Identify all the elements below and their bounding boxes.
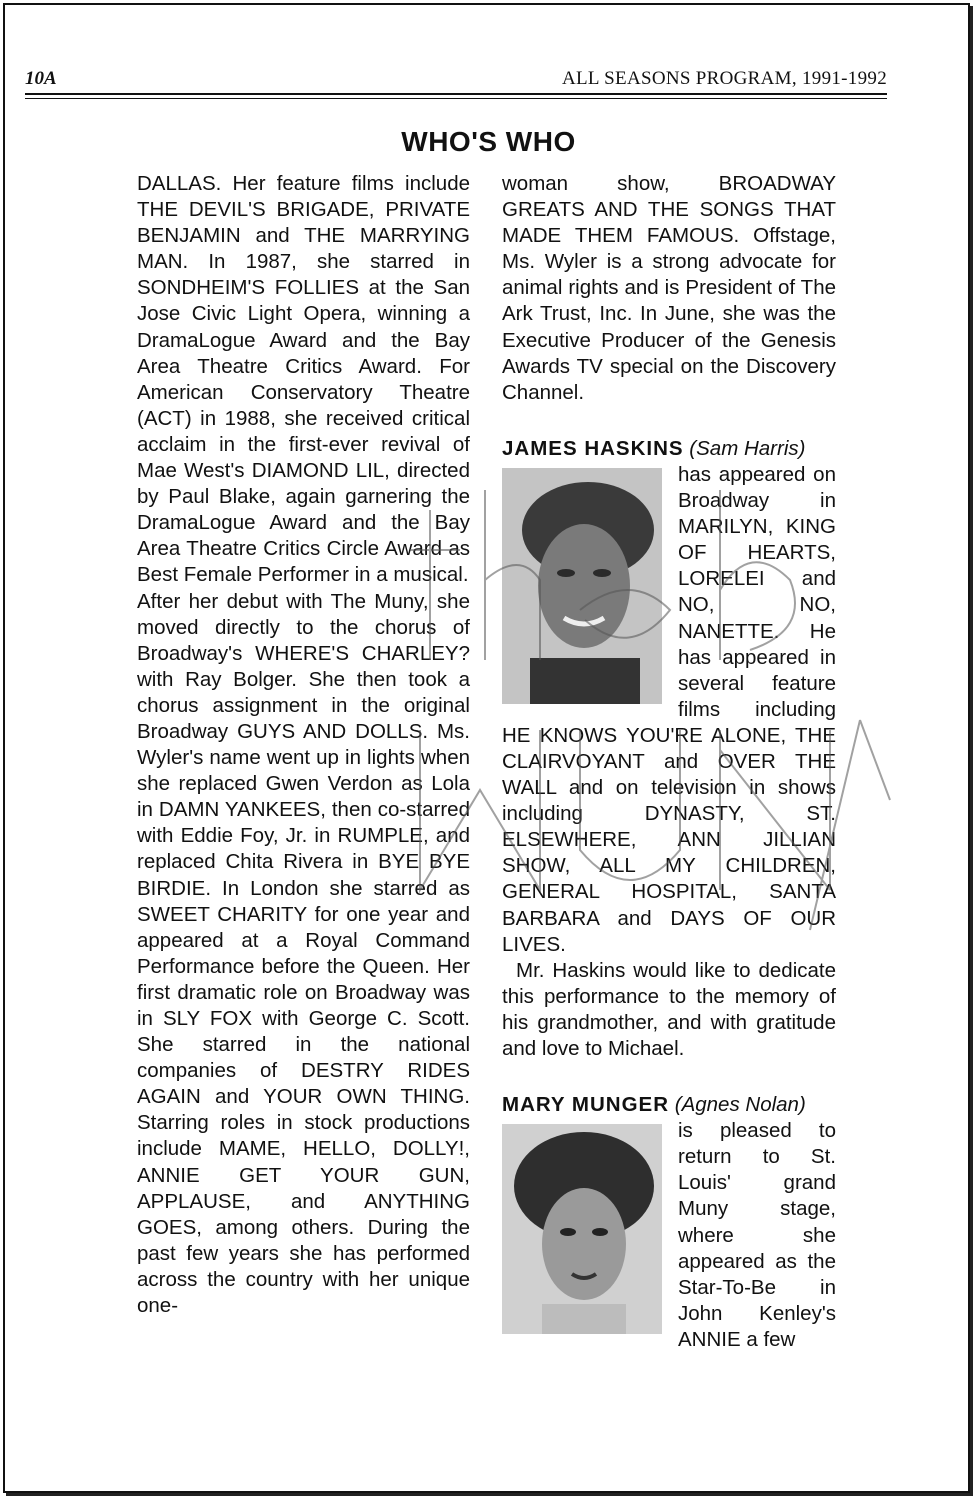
page-number: 10A — [25, 68, 57, 89]
page-header — [25, 68, 887, 92]
section-title: WHO'S WHO — [401, 126, 576, 157]
bio-name: MARY MUNGER — [502, 1093, 670, 1117]
bio-role: (Agnes Nolan) — [674, 1093, 806, 1117]
program-title: ALL SEASONS PROGRAM, 1991-1992 — [562, 68, 887, 89]
bio-james-haskins — [502, 436, 836, 462]
headshot-image — [502, 1124, 662, 1334]
bio-role: (Sam Harris) — [689, 436, 806, 460]
bio-paragraph: DALLAS. Her feature films include THE DEVIL'S BRIGADE, PRIVATE BENJAMIN and THE MARRYING MAN. In 1987, she starred in SONDHEIM'S FOLLIES at the San Jose Civic Light Opera, winning a DramaLogue Award and the Bay Area Theatre Critics Award. For American Conservatory Theatre (ACT) in 1988, she received critical acclaim in the first-ever revival of Mae West's DIAMOND LIL, directed by Paul Blake, again garnering the DramaLogue Award and the Bay Area Theatre Critics Circle Award as Best Female Performer in a musical. — [137, 172, 470, 587]
headshot-photo-mary-munger — [502, 1124, 662, 1334]
bio-dedication: Mr. Haskins would like to dedicate this performance to the memory of his grandmother, and with gratitude and love to Michael. — [502, 958, 836, 1060]
bio-continuation: woman show, BROADWAY GREATS AND THE SONGS THAT MADE THEM FAMOUS. Offstage, Ms. Wyler is a strong advocate for animal rights and is President of The Ark Trust, Inc. In June, she was the Executive Producer of the Genesis Awards TV special on the Discovery Channel. — [502, 172, 836, 404]
header-rule — [25, 93, 887, 95]
header-rule-thin — [25, 98, 887, 99]
headshot-image — [502, 468, 662, 704]
bio-text: is pleased to return to St. Louis' grand Muny stage, where she appeared as the Star-To-Be in John Kenley's ANNIE a few — [678, 1119, 836, 1351]
bio-paragraph: After her debut with The Muny, she moved directly to the chorus of Broadway's WHERE'S CHARLEY? with Ray Bolger. She then took a chorus assignment in the original Broadway GUYS AND DOLLS. Ms. Wyler's name went up in lights when she replaced Gwen Verdon as Lola in DAMN YANKEES, then co-starred with Eddie Foy, Jr. in RUMPLE, and replaced Chita Rivera in BYE BYE BIRDIE. In London she starred as SWEET CHARITY for one year and appeared at a Royal Command Performance before the Queen. Her first dramatic role on Broadway was in SLY FOX with George C. Scott. She starred in the national companies of DESTRY RIDES AGAIN and YOUR OWN THING. Starring roles in stock productions include MAME, HELLO, DOLLY!, ANNIE GET YOUR GUN, APPLAUSE, and ANYTHING GOES, among others. During the past few years she has performed across the country with her unique one- — [137, 589, 470, 1318]
headshot-photo-james-haskins — [502, 468, 662, 704]
bio-mary-munger — [502, 1092, 836, 1118]
left-column — [137, 171, 470, 1319]
bio-text: has appeared on Broadway in MARILYN, KING OF HEARTS, LORELEI and NO, NO, NANETTE. He has appeared in several feature films including HE KNOWS YOU'RE ALONE, THE CLAIRVOYANT and OVER THE WALL and on television in shows including DYNASTY, ST. ELSEWHERE, ANN JILLIAN SHOW, ALL MY CHILDREN, GENERAL HOSPITAL, SANTA BARBARA and DAYS OF OUR LIVES. — [502, 462, 836, 956]
bio-name: JAMES HASKINS — [502, 436, 684, 460]
right-column — [502, 171, 836, 1353]
